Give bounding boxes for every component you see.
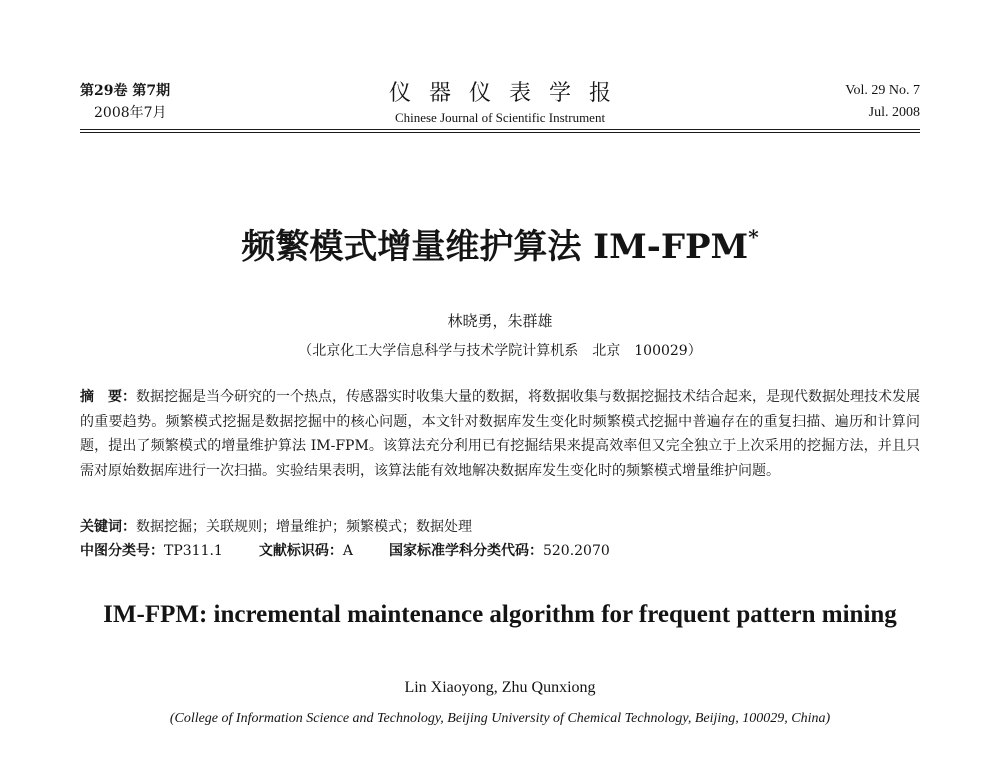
header-center xyxy=(300,80,700,128)
clc-label: 中图分类号： xyxy=(80,543,164,559)
title-footnote-mark: * xyxy=(748,225,759,249)
abstract-cn xyxy=(80,385,920,483)
clc-value: TP311.1 xyxy=(164,543,223,559)
volume-number-en: Vol. 29 No. 7 xyxy=(845,83,920,98)
title-cn-text: 频繁模式增量维护算法 IM-FPM xyxy=(241,227,749,267)
authors-cn: 林晓勇，朱群雄 xyxy=(447,312,553,330)
std-code-label: 国家标准学科分类代码： xyxy=(388,543,543,559)
keywords-label: 关键词： xyxy=(80,519,136,535)
keywords-text: 数据挖掘；关联规则；增量维护；频繁模式；数据处理 xyxy=(136,519,472,535)
journal-title-en: Chinese Journal of Scientific Instrument xyxy=(394,110,606,125)
issue-date-en: Jul. 2008 xyxy=(868,105,920,120)
keywords-cn xyxy=(80,516,920,538)
affiliation-cn: （北京化工大学信息科学与技术学院计算机系 北京 100029） xyxy=(298,343,702,359)
header-right xyxy=(845,80,920,124)
doc-code-label: 文献标识码： xyxy=(258,543,343,559)
journal-title-cn: 仪器仪表学报 xyxy=(388,81,629,106)
header-rule xyxy=(80,129,920,130)
article-title-cn xyxy=(0,215,1000,269)
std-code-value: 520.2070 xyxy=(542,543,610,559)
doc-code-value: A xyxy=(342,543,353,559)
abstract-text: 数据挖掘是当今研究的一个热点，传感器实时收集大量的数据，将数据收集与数据挖掘技术结合起来，是现代数据处理技术发展的重要趋势。频繁模式挖掘是数据挖掘中的核心问题，本文针对数据库发生变化时频繁模式挖掘中普遍存在的重复扫描、遍历和计算问题，提出了频繁模式的增量维护算法 IM-FPM。该算法充分利用已有挖掘结果来提高效率但又完全独立于上次采用的挖掘方法，并且只需对原始数据库进行一次扫描。实验结果表明，该算法能有效地解决数据库发生变化时的频繁模式增量维护问题。 xyxy=(80,389,920,479)
header-left xyxy=(80,80,170,124)
issue-date-cn: 2008年7月 xyxy=(94,105,167,121)
volume-issue: 第29卷 第7期 xyxy=(80,83,171,99)
header-rule-secondary xyxy=(80,132,920,133)
abstract-label: 摘 要： xyxy=(80,389,136,405)
article-title-en: IM-FPM: incremental maintenance algorithm for frequent pattern mining xyxy=(103,601,897,628)
authors-en: Lin Xiaoyong, Zhu Qunxiong xyxy=(404,679,596,696)
classification-line xyxy=(80,540,920,562)
affiliation-en: (College of Information Science and Technology, Beijing University of Chemical Technology, Beijing, 100029, China) xyxy=(169,711,831,726)
